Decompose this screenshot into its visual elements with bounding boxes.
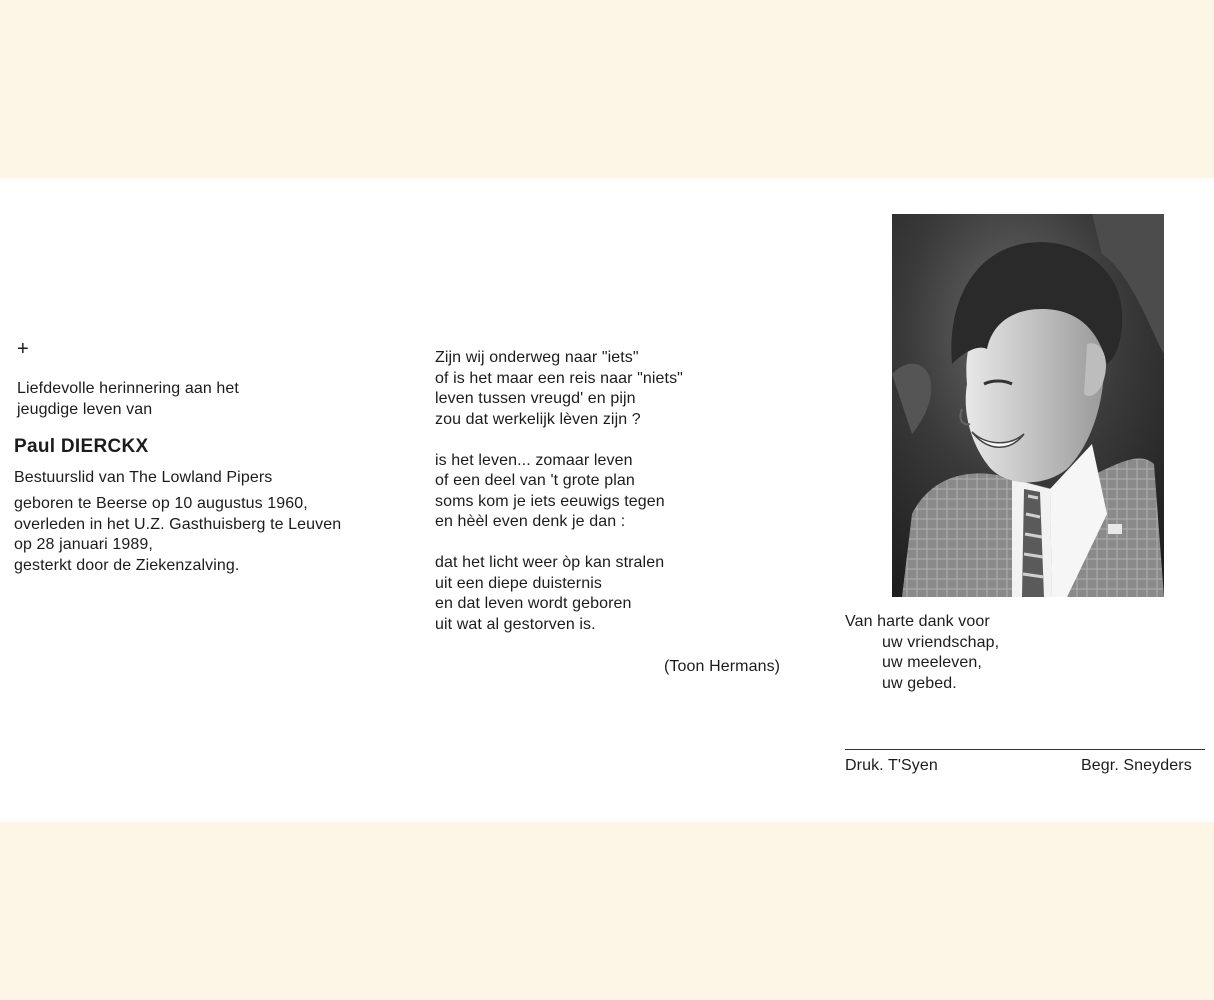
poem-line: dat het licht weer òp kan stralen [435, 554, 665, 571]
cross-symbol: + [17, 338, 29, 360]
poem-author: (Toon Hermans) [664, 658, 781, 675]
thanks-line: Van harte dank voor [845, 613, 990, 630]
intro-line: jeugdige leven van [17, 400, 153, 418]
poem-line: soms kom je iets eeuwigs tegen [435, 492, 665, 510]
printer-credit: Druk. T'Syen [845, 757, 938, 774]
intro-text [17, 379, 239, 420]
thanks-text [845, 612, 999, 694]
portrait-illustration [892, 214, 1164, 597]
bio-line: geboren te Beerse op 10 augustus 1960, [14, 495, 308, 512]
intro-line: Liefdevolle herinnering aan het [17, 380, 239, 397]
poem-stanza-3 [435, 553, 683, 635]
poem-stanza-2 [435, 451, 683, 533]
poem-line: is het leven... zomaar leven [435, 451, 633, 469]
poem-line: uit een diepe duisternis [435, 574, 602, 592]
poem-line: en hèèl even denk je dan : [435, 513, 626, 530]
thanks-line: uw gebed. [882, 674, 957, 692]
footer-divider [845, 749, 1205, 750]
thanks-line: uw vriendschap, [882, 633, 1000, 651]
undertaker-credit: Begr. Sneyders [1081, 757, 1192, 774]
bio-text [14, 494, 341, 576]
poem-stanza-1 [435, 348, 683, 430]
bio-line: gesterkt door de Ziekenzalving. [14, 556, 240, 574]
role-text: Bestuurslid van The Lowland Pipers [14, 469, 273, 486]
poem-line: uit wat al gestorven is. [435, 615, 596, 633]
portrait-photo [892, 214, 1164, 597]
poem-line: Zijn wij onderweg naar "iets" [435, 349, 639, 366]
poem-line: of is het maar een reis naar "niets" [435, 369, 683, 387]
poem [435, 348, 683, 656]
poem-line: leven tussen vreugd' en pijn [435, 390, 636, 407]
bio-line: overleden in het U.Z. Gasthuisberg te Leuven [14, 515, 342, 533]
bio-line: op 28 januari 1989, [14, 536, 153, 553]
deceased-name: Paul DIERCKX [14, 436, 149, 457]
poem-line: en dat leven wordt geboren [435, 595, 632, 612]
memorial-card [0, 178, 1214, 822]
thanks-line: uw meeleven, [882, 654, 982, 671]
poem-line: zou dat werkelijk lèven zijn ? [435, 410, 641, 428]
poem-line: of een deel van 't grote plan [435, 472, 635, 489]
